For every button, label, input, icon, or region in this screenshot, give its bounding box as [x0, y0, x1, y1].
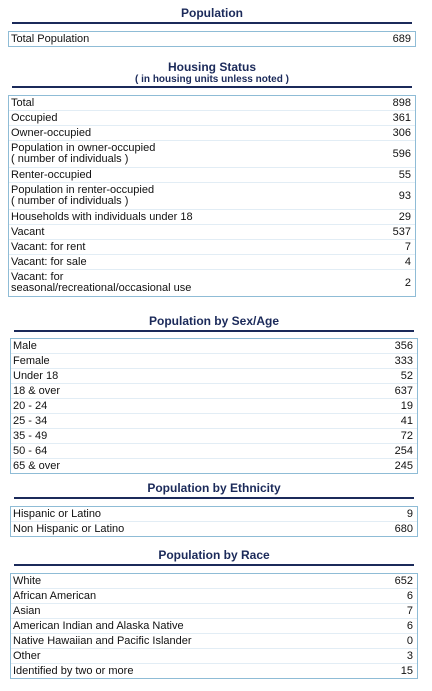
row-value: 7: [404, 241, 411, 253]
row-label: [9, 143, 155, 165]
table-row: [9, 141, 415, 168]
row-value: 52: [400, 370, 413, 382]
row-label: White: [13, 575, 42, 587]
row-label: Identified by two or more: [13, 665, 134, 677]
row-value: 652: [394, 575, 413, 587]
row-value: 2: [404, 277, 411, 289]
row-label: Occupied: [11, 112, 58, 124]
row-label: 25 - 34: [13, 415, 48, 427]
row-value: 361: [392, 112, 411, 124]
table-row: [11, 604, 417, 619]
row-label: Owner-occupied: [11, 127, 92, 139]
table-row: [9, 168, 415, 183]
ethnicity-table: [10, 506, 418, 537]
ethnicity-title: Population by Ethnicity: [14, 481, 414, 499]
race-section: [10, 548, 418, 679]
population-title: Population: [12, 6, 412, 24]
row-value: 3: [406, 650, 413, 662]
table-row: [11, 664, 417, 678]
table-row: [11, 649, 417, 664]
row-value: 637: [394, 385, 413, 397]
row-value: 41: [400, 415, 413, 427]
row-label: 20 - 24: [13, 400, 48, 412]
race-title: Population by Race: [14, 548, 414, 566]
row-label: Vacant: [11, 226, 45, 238]
race-table: [10, 573, 418, 679]
table-row: [11, 522, 417, 536]
row-label: American Indian and Alaska Native: [13, 620, 184, 632]
row-label: 65 & over: [13, 460, 61, 472]
table-row: [11, 589, 417, 604]
row-value: 6: [406, 590, 413, 602]
row-value: 72: [400, 430, 413, 442]
row-value: 306: [392, 127, 411, 139]
row-label-line1: Vacant: for: [11, 271, 64, 283]
table-row: [9, 32, 415, 46]
row-value: 0: [406, 635, 413, 647]
table-row: [11, 339, 417, 354]
row-value: 7: [406, 605, 413, 617]
table-row: [9, 111, 415, 126]
row-label: Native Hawaiian and Pacific Islander: [13, 635, 192, 647]
table-row: [11, 399, 417, 414]
row-label: African American: [13, 590, 97, 602]
row-label-line2: ( number of individuals ): [11, 153, 129, 165]
row-label: Renter-occupied: [11, 169, 92, 181]
row-value: 6: [406, 620, 413, 632]
table-row: [11, 574, 417, 589]
row-value: 93: [398, 190, 411, 202]
row-label: 35 - 49: [13, 430, 48, 442]
row-value: 333: [394, 355, 413, 367]
row-value: 245: [394, 460, 413, 472]
table-row: [11, 429, 417, 444]
row-label: Other: [13, 650, 41, 662]
row-value: 898: [392, 97, 411, 109]
row-label: Vacant: for sale: [11, 256, 87, 268]
housing-section: [8, 60, 416, 297]
housing-table: [8, 95, 416, 297]
row-value: 680: [394, 523, 413, 535]
row-value: 19: [400, 400, 413, 412]
table-row: [11, 507, 417, 522]
row-label: 18 & over: [13, 385, 61, 397]
row-label: Hispanic or Latino: [13, 508, 102, 520]
sex-age-title: Population by Sex/Age: [14, 314, 414, 332]
table-row: [9, 255, 415, 270]
row-label: Total: [11, 97, 35, 109]
row-value: 596: [392, 148, 411, 160]
population-section: [8, 6, 416, 47]
table-row: [9, 183, 415, 210]
row-value: 29: [398, 211, 411, 223]
row-value: 356: [394, 340, 413, 352]
row-label: Under 18: [13, 370, 59, 382]
row-label: [9, 272, 191, 294]
table-row: [9, 96, 415, 111]
table-row: [11, 459, 417, 473]
ethnicity-section: [10, 481, 418, 537]
sex-age-table: [10, 338, 418, 474]
table-row: [9, 210, 415, 225]
row-value: 9: [406, 508, 413, 520]
table-row: [11, 444, 417, 459]
row-label: Female: [13, 355, 50, 367]
table-row: [11, 384, 417, 399]
row-label: Households with individuals under 18: [11, 211, 193, 223]
table-row: [11, 634, 417, 649]
housing-title: Housing Status: [167, 60, 256, 74]
table-row: [11, 354, 417, 369]
row-label: Asian: [13, 605, 41, 617]
row-label-line1: Population in owner-occupied: [11, 142, 156, 154]
population-table: [8, 31, 416, 47]
table-row: [9, 126, 415, 141]
row-label: Vacant: for rent: [11, 241, 86, 253]
row-label: 50 - 64: [13, 445, 48, 457]
table-row: [11, 619, 417, 634]
row-label: Non Hispanic or Latino: [13, 523, 125, 535]
row-label: [9, 185, 154, 207]
row-label-line2: seasonal/recreational/occasional use: [11, 282, 192, 294]
table-row: [9, 240, 415, 255]
row-value: 15: [400, 665, 413, 677]
housing-subtitle: ( in housing units unless noted ): [12, 74, 412, 88]
row-value: 254: [394, 445, 413, 457]
table-row: [11, 369, 417, 384]
table-row: [9, 225, 415, 240]
row-value: 537: [392, 226, 411, 238]
row-label: Total Population: [11, 33, 90, 45]
sex-age-section: [10, 314, 418, 474]
row-label-line2: ( number of individuals ): [11, 195, 129, 207]
row-label-line1: Population in renter-occupied: [11, 184, 155, 196]
row-value: 4: [404, 256, 411, 268]
row-value: 55: [398, 169, 411, 181]
table-row: [9, 270, 415, 296]
row-label: Male: [13, 340, 37, 352]
row-value: 689: [392, 33, 411, 45]
table-row: [11, 414, 417, 429]
